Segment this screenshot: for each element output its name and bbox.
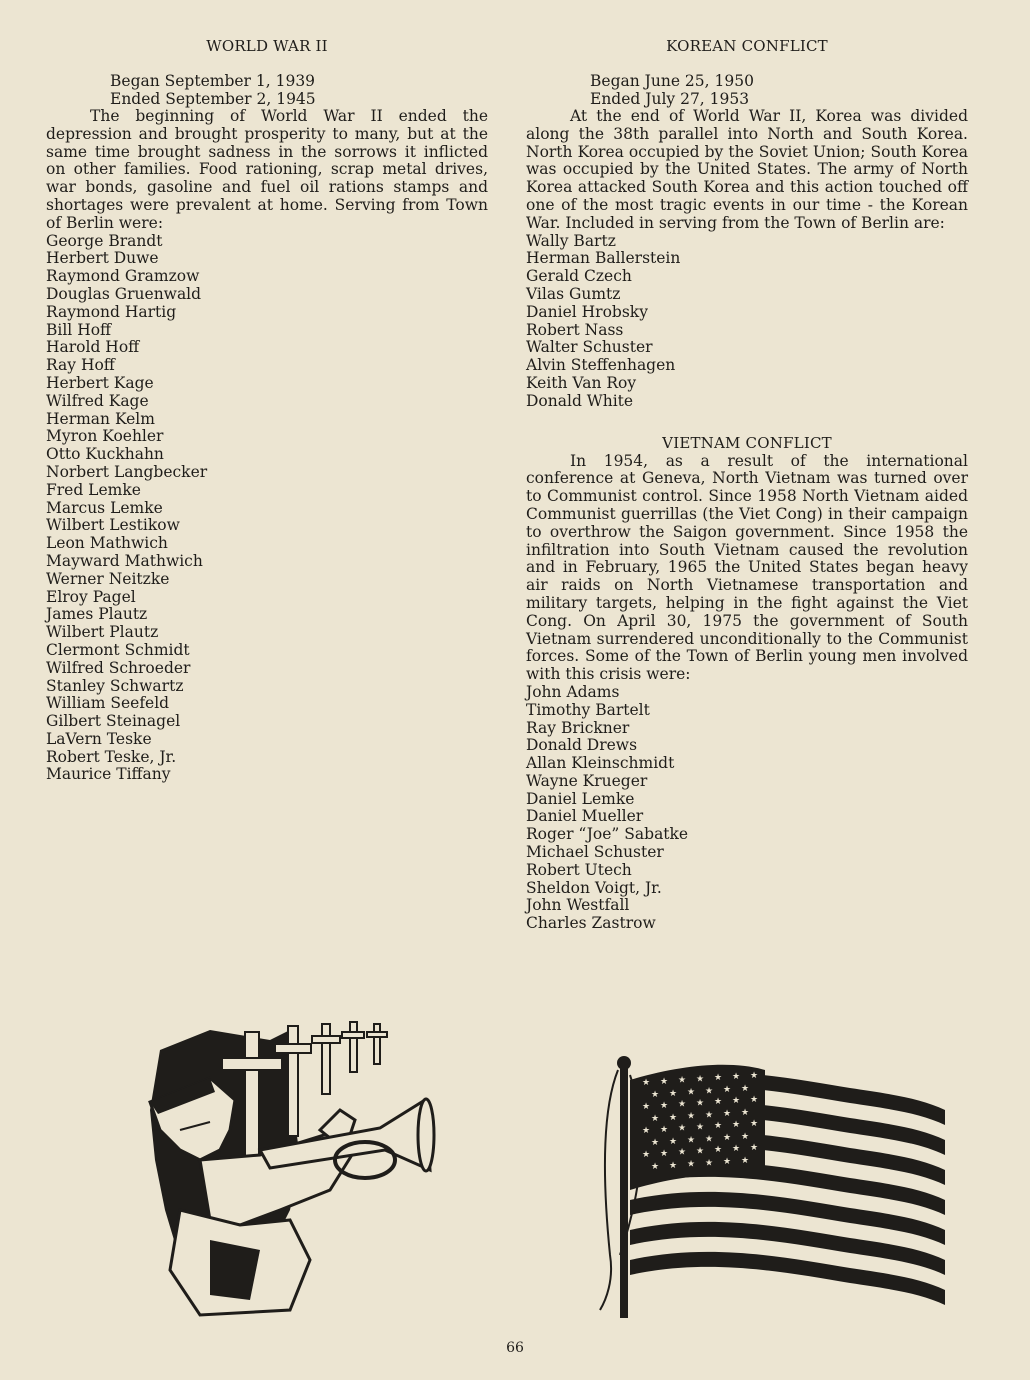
svg-text:★: ★: [669, 1160, 678, 1171]
svg-text:★: ★: [678, 1123, 687, 1134]
list-item: Timothy Bartelt: [526, 700, 650, 719]
svg-text:★: ★: [687, 1159, 696, 1170]
list-item: Alvin Steffenhagen: [526, 356, 676, 375]
list-item: Wilfred Kage: [46, 391, 149, 410]
svg-text:★: ★: [741, 1132, 750, 1142]
list-item: Stanley Schwartz: [46, 676, 184, 695]
svg-text:★: ★: [660, 1148, 669, 1159]
vietnam-conflict-title: VIETNAM CONFLICT: [662, 433, 832, 452]
list-item: Myron Koehler: [46, 427, 164, 446]
korean-conflict-dates: [590, 72, 968, 108]
svg-text:★: ★: [705, 1110, 714, 1121]
list-item: Donald Drews: [526, 736, 638, 755]
svg-text:★: ★: [723, 1157, 732, 1168]
svg-text:★: ★: [732, 1120, 741, 1130]
list-item: John Westfall: [526, 896, 630, 915]
svg-text:★: ★: [651, 1114, 660, 1124]
svg-text:★: ★: [705, 1086, 714, 1097]
svg-text:★: ★: [660, 1076, 669, 1087]
list-item: Herbert Kage: [46, 373, 154, 392]
list-item: Otto Kuckhahn: [46, 445, 164, 464]
list-item: Raymond Gramzow: [46, 267, 200, 286]
list-item: Sheldon Voigt, Jr.: [526, 878, 662, 897]
svg-text:★: ★: [687, 1087, 696, 1098]
list-item: Vilas Gumtz: [526, 284, 621, 303]
svg-text:★: ★: [669, 1088, 678, 1099]
list-item: Gilbert Steinagel: [46, 712, 181, 731]
vietnam-conflict-names-list: [526, 684, 968, 933]
svg-text:★: ★: [642, 1126, 651, 1136]
list-item: Daniel Hrobsky: [526, 302, 648, 321]
svg-text:★: ★: [660, 1100, 669, 1111]
list-item: Wally Bartz: [526, 231, 616, 250]
list-item: Clermont Schmidt: [46, 640, 190, 659]
korean-conflict-began: Began June 25, 1950: [590, 72, 754, 90]
svg-text:★: ★: [714, 1097, 723, 1108]
list-item: Ray Brickner: [526, 718, 630, 737]
svg-text:★: ★: [705, 1134, 714, 1145]
list-item: Gerald Czech: [526, 267, 632, 286]
list-item: Keith Van Roy: [526, 373, 637, 392]
svg-text:★: ★: [705, 1158, 714, 1169]
list-item: LaVern Teske: [46, 729, 152, 748]
list-item: Marcus Lemke: [46, 498, 163, 517]
svg-text:★: ★: [741, 1084, 750, 1094]
list-item: Herman Kelm: [46, 409, 155, 428]
list-item: Donald White: [526, 391, 634, 410]
list-item: John Adams: [526, 682, 620, 701]
american-flag-illustration: [590, 1055, 960, 1320]
list-item: Robert Utech: [526, 860, 632, 879]
list-item: Bill Hoff: [46, 320, 112, 339]
svg-text:★: ★: [750, 1094, 759, 1105]
list-item: Roger “Joe” Sabatke: [526, 825, 689, 844]
world-war-ii-paragraph: The beginning of World War II ended the depression and brought prosperity to many, but at the same time brought sadness in the sorrows it inflicted on other families. Food rationing, scrap metal drives, war bonds, gasoline and fuel oil rations stamps and shortages were prevalent at home. Serving from Town of Berlin were:: [46, 107, 488, 232]
list-item: Allan Kleinschmidt: [526, 754, 675, 773]
svg-text:★: ★: [732, 1096, 741, 1106]
svg-text:★: ★: [669, 1136, 678, 1147]
svg-text:★: ★: [678, 1147, 687, 1158]
korean-conflict-ended: Ended July 27, 1953: [590, 90, 750, 108]
list-item: Wayne Krueger: [526, 771, 648, 790]
svg-text:★: ★: [678, 1075, 687, 1086]
korean-conflict-paragraph: At the end of World War II, Korea was divided along the 38th parallel into North and South Korea. North Korea occupied by the Soviet Union; South Korea was occupied by the United States. The army of North Korea attacked South Korea and this action touched off one of the most tragic events in our time - the Korean War. Included in serving from the Town of Berlin are:: [526, 107, 968, 232]
svg-text:★: ★: [732, 1144, 741, 1154]
svg-text:★: ★: [750, 1118, 759, 1129]
svg-text:★: ★: [723, 1085, 732, 1096]
korean-conflict-names-list: [526, 233, 968, 411]
world-war-ii-section: [46, 36, 488, 784]
list-item: Charles Zastrow: [526, 914, 656, 933]
svg-text:★: ★: [723, 1109, 732, 1120]
svg-text:★: ★: [687, 1135, 696, 1146]
svg-text:★: ★: [651, 1090, 660, 1100]
list-item: George Brandt: [46, 231, 163, 250]
svg-text:★: ★: [669, 1112, 678, 1123]
svg-text:★: ★: [696, 1146, 705, 1157]
world-war-ii-began: Began September 1, 1939: [110, 72, 316, 90]
list-item: Werner Neitzke: [46, 569, 170, 588]
svg-text:★: ★: [696, 1074, 705, 1085]
list-item: Michael Schuster: [526, 843, 664, 862]
list-item: Daniel Mueller: [526, 807, 644, 826]
svg-text:★: ★: [687, 1111, 696, 1122]
list-item: Elroy Pagel: [46, 587, 136, 606]
list-item: Ray Hoff: [46, 356, 115, 375]
list-item: Wilbert Lestikow: [46, 516, 180, 535]
list-item: Maurice Tiffany: [46, 765, 171, 784]
world-war-ii-title: WORLD WAR II: [206, 37, 328, 55]
list-item: James Plautz: [46, 605, 148, 624]
list-item: Harold Hoff: [46, 338, 140, 357]
svg-text:★: ★: [696, 1098, 705, 1109]
list-item: Norbert Langbecker: [46, 462, 208, 481]
page-number: 66: [506, 1340, 524, 1356]
list-item: Robert Teske, Jr.: [46, 747, 177, 766]
svg-text:★: ★: [750, 1142, 759, 1153]
svg-text:★: ★: [642, 1102, 651, 1112]
list-item: Wilbert Plautz: [46, 623, 159, 642]
list-item: Raymond Hartig: [46, 302, 177, 321]
list-item: Herbert Duwe: [46, 249, 159, 268]
korean-conflict-section: [526, 36, 968, 933]
vietnam-conflict-paragraph: In 1954, as a result of the international conference at Geneva, North Vietnam was turned over to Communist control. Since 1958 North Vietnam aided Communist guerrillas (the Viet Cong) in their campaign to overthrow the Saigon government. Since 1958 the infiltration into South Vietnam caused the revolution and in February, 1965 the United States began heavy air raids on North Vietnamese transportation and military targets, helping in the fight against the Viet Cong. On April 30, 1975 the government of South Vietnam surrendered unconditionally to the Communist forces. Some of the Town of Berlin young men involved with this crisis were:: [526, 451, 968, 684]
list-item: Mayward Mathwich: [46, 551, 203, 570]
svg-text:★: ★: [696, 1122, 705, 1133]
list-item: William Seefeld: [46, 694, 170, 713]
svg-text:★: ★: [723, 1133, 732, 1144]
svg-text:★: ★: [651, 1162, 660, 1172]
world-war-ii-dates: [110, 72, 488, 108]
list-item: Fred Lemke: [46, 480, 141, 499]
svg-text:★: ★: [714, 1145, 723, 1156]
bugler-with-crosses-illustration: [140, 1010, 440, 1320]
world-war-ii-ended: Ended September 2, 1945: [110, 90, 316, 108]
svg-text:★: ★: [714, 1073, 723, 1084]
list-item: Leon Mathwich: [46, 534, 168, 553]
list-item: Daniel Lemke: [526, 789, 635, 808]
korean-conflict-title: KOREAN CONFLICT: [666, 37, 828, 55]
list-item: Robert Nass: [526, 320, 624, 339]
list-item: Wilfred Schroeder: [46, 658, 191, 677]
svg-text:★: ★: [651, 1138, 660, 1148]
list-item: Douglas Gruenwald: [46, 284, 202, 303]
svg-text:★: ★: [741, 1108, 750, 1118]
list-item: Walter Schuster: [526, 338, 653, 357]
svg-text:★: ★: [732, 1072, 741, 1082]
svg-text:★: ★: [750, 1070, 759, 1081]
list-item: Herman Ballerstein: [526, 249, 681, 268]
svg-text:★: ★: [660, 1124, 669, 1135]
svg-text:★: ★: [642, 1150, 651, 1160]
svg-text:★: ★: [678, 1099, 687, 1110]
world-war-ii-names-list: [46, 233, 488, 785]
svg-text:★: ★: [642, 1078, 651, 1088]
svg-text:★: ★: [714, 1121, 723, 1132]
svg-text:★: ★: [741, 1156, 750, 1166]
